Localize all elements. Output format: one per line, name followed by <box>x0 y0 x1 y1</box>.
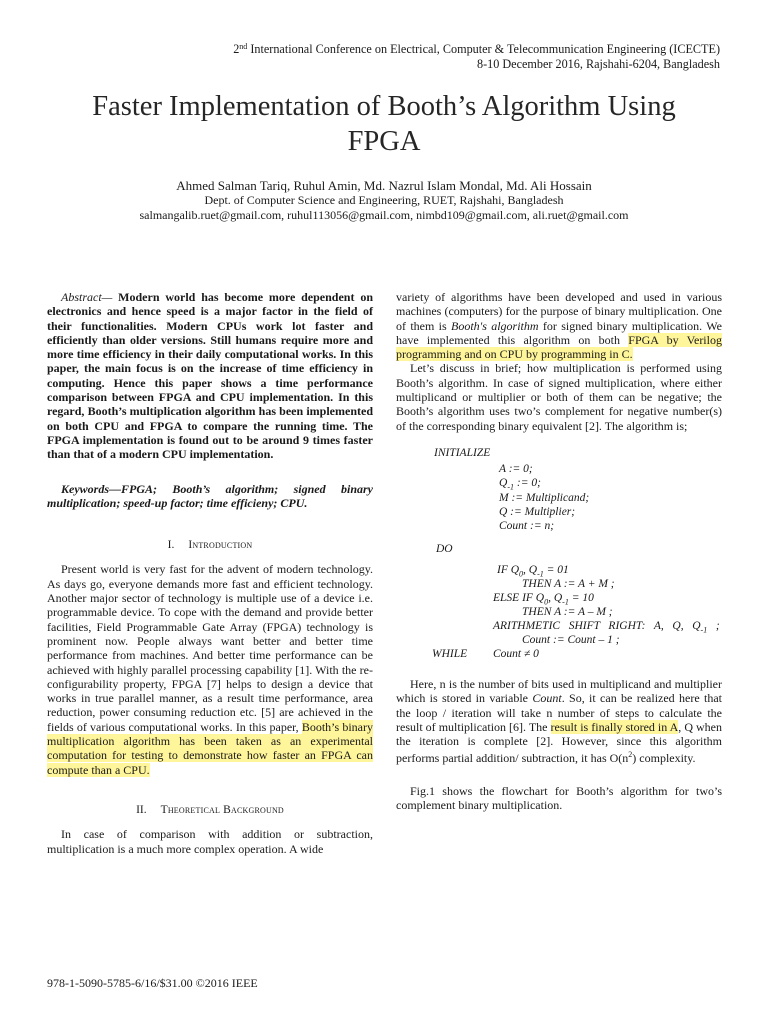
conference-header <box>190 42 720 72</box>
conference-date: 8-10 December 2016, Rajshahi-6204, Bangladesh <box>476 57 720 71</box>
section-heading-theoretical-background: II. Theoretical Background <box>136 803 284 816</box>
algo-line: INITIALIZE <box>434 446 491 459</box>
algo-line: THEN A := A – M ; <box>522 605 613 618</box>
left-column <box>47 290 373 856</box>
algo-line: ELSE IF $Q_0$, $Q_{-1} = 10$ <box>493 591 594 607</box>
algo-line: Count ≠ 0 <box>493 647 539 660</box>
flowchart-reference-paragraph: Fig.1 shows the flowchart for Booth’s algorithm for two’s complement binary multiplication. <box>396 783 722 813</box>
keywords: Keywords—FPGA; Booth’s algorithm; signed binary multiplication; speed-up factor; time efficieny; CPU. <box>47 481 373 510</box>
highlighted-text: result is finally stored in A <box>550 719 679 734</box>
background-paragraph-continued: variety of algorithms have been developed and used in various machines (computers) for the purpose of binary multiplication. One of them is Booth's algorithm for signed binary multiplication. We have implemented this algorithm on both FPGA by Verilog programming and on CPU by programming in C. <box>396 290 722 362</box>
copyright-footer: 978-1-5090-5785-6/16/$31.00 ©2016 IEEE <box>47 976 258 990</box>
booth-description-paragraph: Let’s discuss in brief; how multiplication is performed using Booth’s algorithm. In case of signed multiplication, where either multiplicand or multiplier or both of them can be negative; the Booth’s algorithm uses two’s complement for negative number(s) of the corresponding binary equivalent [2]. The algorithm is; <box>396 361 722 433</box>
author-list: Ahmed Salman Tariq, Ruhul Amin, Md. Nazrul Islam Mondal, Md. Ali Hossain <box>176 178 592 193</box>
algo-line: IF $Q_0$, $Q_{-1} = 01$ <box>497 563 569 579</box>
author-emails: salmangalib.ruet@gmail.com, ruhul113056@gmail.com, nimbd109@gmail.com, ali.ruet@gmail.com <box>139 207 629 222</box>
algo-line: M := Multiplicand; <box>499 491 590 504</box>
background-paragraph: In case of comparison with addition or subtraction, multiplication is a much more complex operation. A wide <box>47 827 373 856</box>
complexity-paragraph: Here, n is the number of bits used in multiplicand and multiplier which is stored in variable Count. So, it can be realized here that the loop / iteration will take n number of steps to calculate the result of multiplication [6]. The result is finally stored in A, Q when the iteration is complete [2]. However, since this algorithm performs partial addition/ subtraction, it has $O(n^2)$ complexity. <box>396 676 722 766</box>
highlighted-text: Booth’s binary multiplication algorithm has been taken as an experimental computation for testing to demonstrate how faster an FPGA can compute than a CPU. <box>47 719 373 777</box>
algo-line: $Q_{-1}$ := 0; <box>499 476 541 492</box>
algo-line: Count := Count – 1 ; <box>522 633 620 646</box>
highlighted-text: FPGA by Verilog programming and on CPU by programming in C. <box>396 332 722 362</box>
algo-line: ARITHMETIC SHIFT RIGHT: A, Q, $Q_{-1}$ ; <box>493 619 720 635</box>
conference-name: 2nd International Conference on Electrical, Computer & Telecommunication Engineering (ICECTE) <box>233 42 720 56</box>
section-heading-introduction: I. Introduction <box>167 539 253 552</box>
abstract: Abstract— Modern world has become more dependent on electronics and hence speed is a major factor in the field of their functionalities. Modern CPUs work lot faster and efficiently than older versions. Still humans require more and more time efficiency in their daily computational works. In this paper, the main focus is on the increase of time efficiency in computing. Hence this paper shows a time performance comparison between FPGA and CPU implementation. In this regard, Booth’s multiplication algorithm has been implemented on both CPU and FPGA to compare the running time. The FPGA implementation is found out to be around 9 times faster than that of a modern CPU implementation. <box>47 290 373 462</box>
right-column <box>396 290 722 812</box>
algo-line: THEN A := A + M ; <box>522 577 615 590</box>
algo-line: DO <box>436 542 453 555</box>
algo-line: Count := n; <box>499 519 555 532</box>
algo-line: Q := Multiplier; <box>499 505 576 518</box>
department: Dept. of Computer Science and Engineering, RUET, Rajshahi, Bangladesh <box>204 193 564 207</box>
algo-line: WHILE <box>432 647 468 660</box>
introduction-paragraph: Present world is very fast for the advent of modern technology. As days go, everyone demands more fast and efficient technology. Another major sector of technology is multiple use of a device i.e. programmable device. To cope with the demand and provide better facilities, Field Programmable Gate Array (FPGA) technology is prominent now. People always want better and better time performance from machines. And better time performance can be achieved with highly parallel processing capability [1]. With the re-configurability property, FPGA [7] helps to design a device that works in true parallel manner, as a result time performance, area reduction, power consuming reduction etc. [5] are achieved in the fields of various computational works. In this paper, Booth’s binary multiplication algorithm has been taken as an experimental computation for testing to demonstrate how faster an FPGA can compute than a CPU. <box>47 562 373 777</box>
paper-title: Faster Implementation of Booth’s Algorithm Using FPGA <box>92 91 676 157</box>
booth-algorithm-pseudocode <box>396 447 722 665</box>
algo-line: A := 0; <box>499 462 533 475</box>
affiliation <box>30 193 738 222</box>
